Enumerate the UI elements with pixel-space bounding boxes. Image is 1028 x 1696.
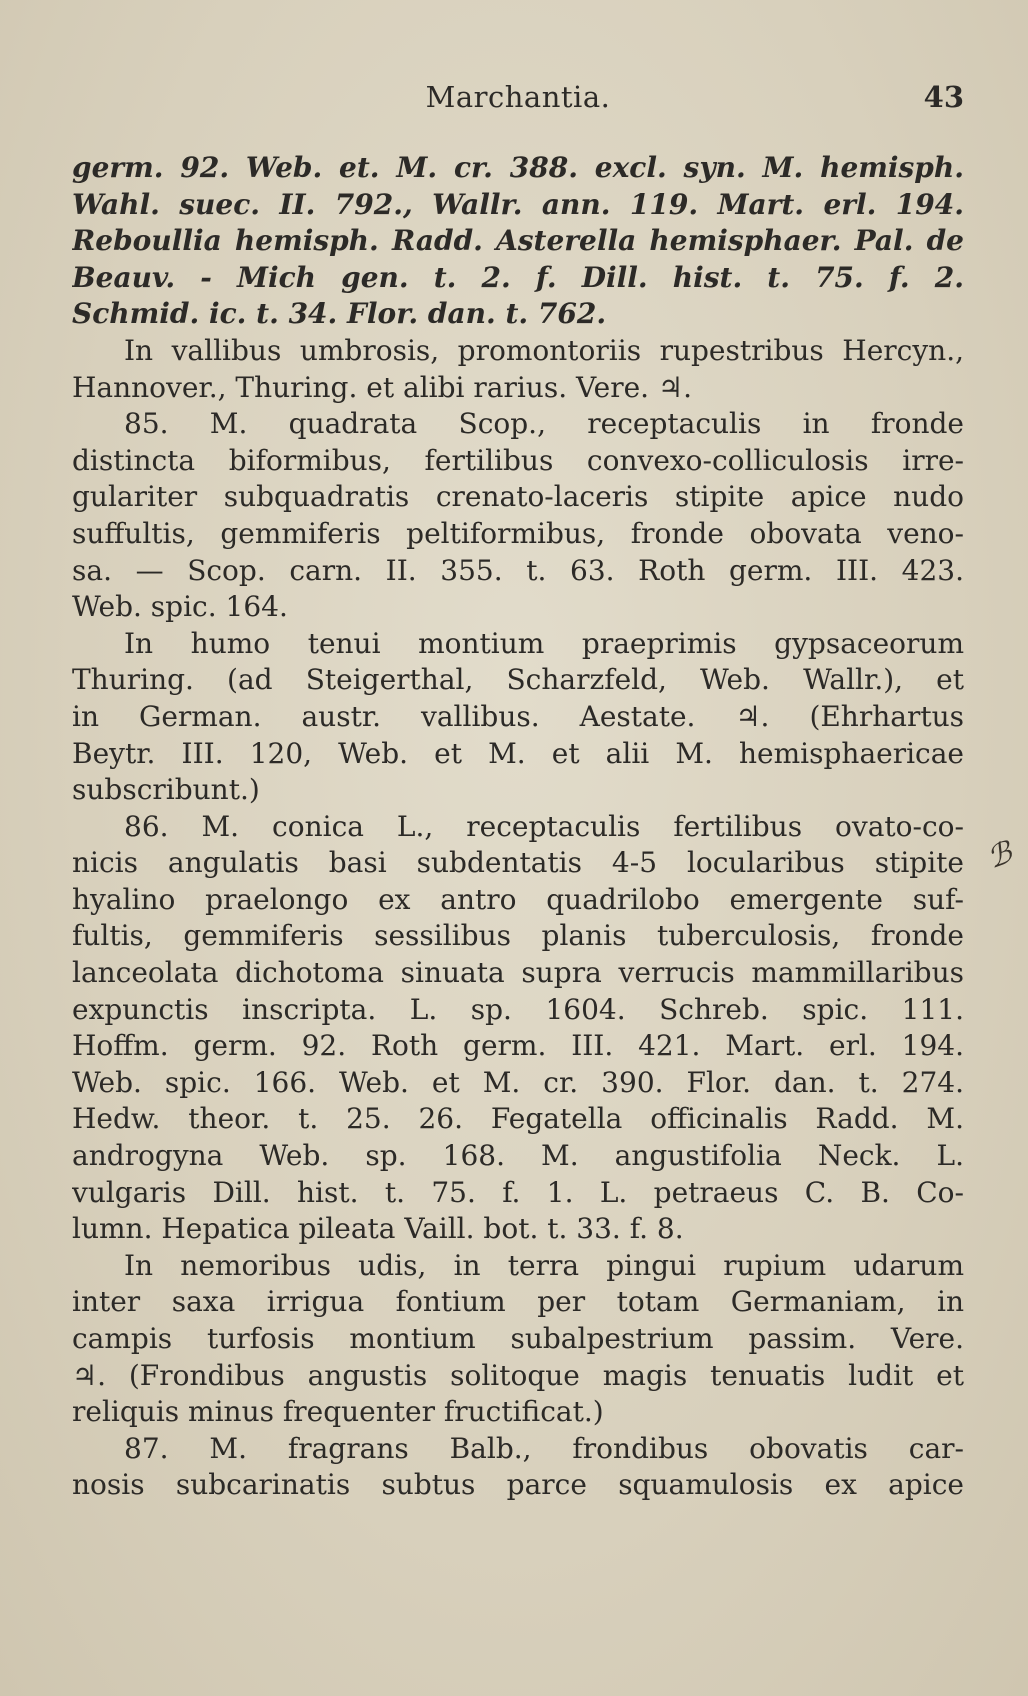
text-line: In humo tenui montium praeprimis gypsaceorum	[124, 626, 964, 660]
page-header	[72, 80, 964, 120]
text-line: androgyna Web. sp. 168. M. angustifolia Neck. L.	[72, 1139, 964, 1173]
text-line: Reboullia hemisph. Radd. Asterella hemisphaer. Pal. de	[72, 224, 964, 258]
text-body	[72, 150, 964, 1504]
text-line: Schmid. ic. t. 34. Flor. dan. t. 762.	[72, 297, 607, 331]
text-line: in German. austr. vallibus. Aestate. ♃. (Ehrhartus	[72, 699, 964, 733]
text-line: subscribunt.)	[72, 773, 260, 807]
text-line: lanceolata dichotoma sinuata supra verrucis mammillaribus	[72, 956, 964, 990]
text-line: Web. spic. 166. Web. et M. cr. 390. Flor. dan. t. 274.	[72, 1065, 964, 1099]
text-line: Beytr. III. 120, Web. et M. et alii M. hemisphaericae	[72, 736, 964, 770]
text-line: hyalino praelongo ex antro quadrilobo emergente suf-	[72, 882, 964, 916]
text-line: fultis, gemmiferis sessilibus planis tuberculosis, fronde	[72, 919, 964, 953]
text-line: suffultis, gemmiferis peltiformibus, fronde obovata veno-	[72, 516, 964, 550]
text-line: In nemoribus udis, in terra pingui rupium udarum	[124, 1248, 964, 1282]
entry-heading-86: 86. M. conica L., receptaculis fertilibus ovato-co-	[124, 809, 964, 843]
entry-heading-85: 85. M. quadrata Scop., receptaculis in fronde	[124, 407, 964, 441]
text-line: Wahl. suec. II. 792., Wallr. ann. 119. Mart. erl. 194.	[72, 187, 964, 221]
text-line: Thuring. (ad Steigerthal, Scharzfeld, Web. Wallr.), et	[72, 663, 964, 697]
text-line: ♃. (Frondibus angustis solitoque magis tenuatis ludit et	[72, 1358, 964, 1392]
page-number: 43	[923, 80, 964, 114]
text-line: lumn. Hepatica pileata Vaill. bot. t. 33. f. 8.	[72, 1212, 684, 1246]
text-line: In vallibus umbrosis, promontoriis rupestribus Hercyn.,	[124, 333, 964, 367]
text-line: campis turfosis montium subalpestrium passim. Vere.	[72, 1322, 964, 1355]
text-line: vulgaris Dill. hist. t. 75. f. 1. L. petraeus C. B. Co-	[72, 1175, 964, 1209]
text-line: nosis subcarinatis subtus parce squamulosis ex apice	[72, 1468, 964, 1502]
entry-heading-87: 87. M. fragrans Balb., frondibus obovatis car-	[124, 1431, 964, 1465]
text-line: inter saxa irrigua fontium per totam Germaniam, in	[72, 1285, 964, 1319]
text-line: reliquis minus frequenter fructificat.)	[72, 1395, 604, 1429]
text-line: Hedw. theor. t. 25. 26. Fegatella officinalis Radd. M.	[72, 1102, 964, 1136]
text-line: Beauv. - Mich gen. t. 2. f. Dill. hist. t. 75. f. 2.	[72, 260, 964, 294]
running-head: Marchantia.	[425, 80, 611, 114]
text-line: germ. 92. Web. et. M. cr. 388. excl. syn. M. hemisph.	[72, 151, 964, 184]
text-line: Web. spic. 164.	[72, 590, 288, 624]
text-line: distincta biformibus, fertilibus convexo-colliculosis irre-	[72, 443, 964, 477]
text-line: Hannover., Thuring. et alibi rarius. Vere. ♃.	[72, 370, 692, 404]
handwritten-margin-mark: ℬ	[982, 835, 1017, 876]
text-line: sa. — Scop. carn. II. 355. t. 63. Roth germ. III. 423.	[72, 553, 964, 587]
text-line: nicis angulatis basi subdentatis 4-5 locularibus stipite	[72, 846, 964, 880]
text-line: gulariter subquadratis crenato-laceris stipite apice nudo	[72, 480, 964, 514]
text-line: expunctis inscripta. L. sp. 1604. Schreb. spic. 111.	[72, 992, 964, 1026]
text-line: Hoffm. germ. 92. Roth germ. III. 421. Mart. erl. 194.	[72, 1029, 964, 1063]
